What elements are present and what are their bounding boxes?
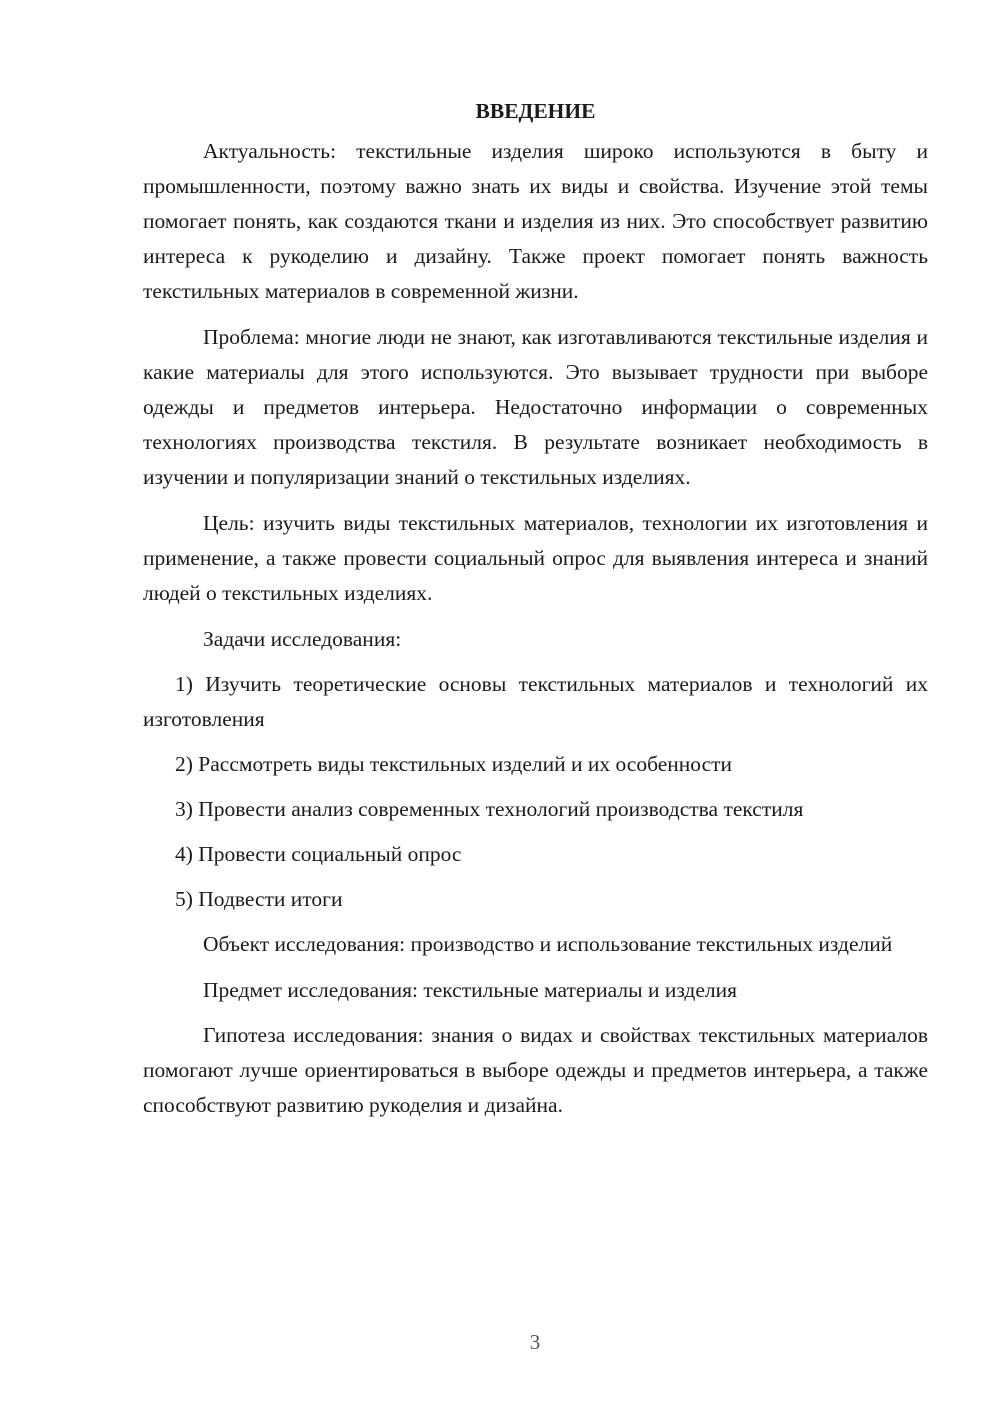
tasks-heading: Задачи исследования: bbox=[203, 627, 402, 651]
object-paragraph: Объект исследования: производство и использование текстильных изделий bbox=[203, 932, 893, 956]
task-item-2: 2) Рассмотреть виды текстильных изделий и их особенности bbox=[175, 752, 733, 776]
relevance-paragraph: Актуальность: текстильные изделия широко используются в быту и промышленности, поэтому важно знать их виды и свойства. Изучение этой темы помогает понять, как создаются ткани и изделия из них. Это способствует развитию интереса к рукоделию и дизайну. Также проект помогает понять важность текстильных материалов в современной жизни. bbox=[143, 139, 928, 303]
problem-paragraph: Проблема: многие люди не знают, как изготавливаются текстильные изделия и какие материалы для этого используются. Это вызывает трудности при выборе одежды и предметов интерьера. Недостаточно информации о современных технологиях производства текстиля. В результате возникает необходимость в изучении и популяризации знаний о текстильных изделиях. bbox=[143, 325, 928, 489]
task-item-5: 5) Подвести итоги bbox=[175, 887, 343, 911]
hypothesis-paragraph: Гипотеза исследования: знания о видах и свойствах текстильных материалов помогают лучше ориентироваться в выборе одежды и предметов интерьера, а также способствуют развитию рукоделия и дизайна. bbox=[143, 1023, 928, 1117]
task-item-1: 1) Изучить теоретические основы текстильных материалов и технологий их изготовления bbox=[143, 672, 928, 731]
task-item-4: 4) Провести социальный опрос bbox=[175, 842, 462, 866]
page-content bbox=[143, 94, 928, 1134]
page-number: 3 bbox=[529, 1330, 541, 1354]
page-title: ВВЕДЕНИЕ bbox=[475, 99, 596, 123]
task-item-3: 3) Провести анализ современных технологий производства текстиля bbox=[175, 797, 804, 821]
subject-paragraph: Предмет исследования: текстильные материалы и изделия bbox=[203, 978, 738, 1002]
goal-paragraph: Цель: изучить виды текстильных материалов, технологии их изготовления и применение, а также провести социальный опрос для выявления интереса и знаний людей о текстильных изделиях. bbox=[143, 511, 928, 605]
